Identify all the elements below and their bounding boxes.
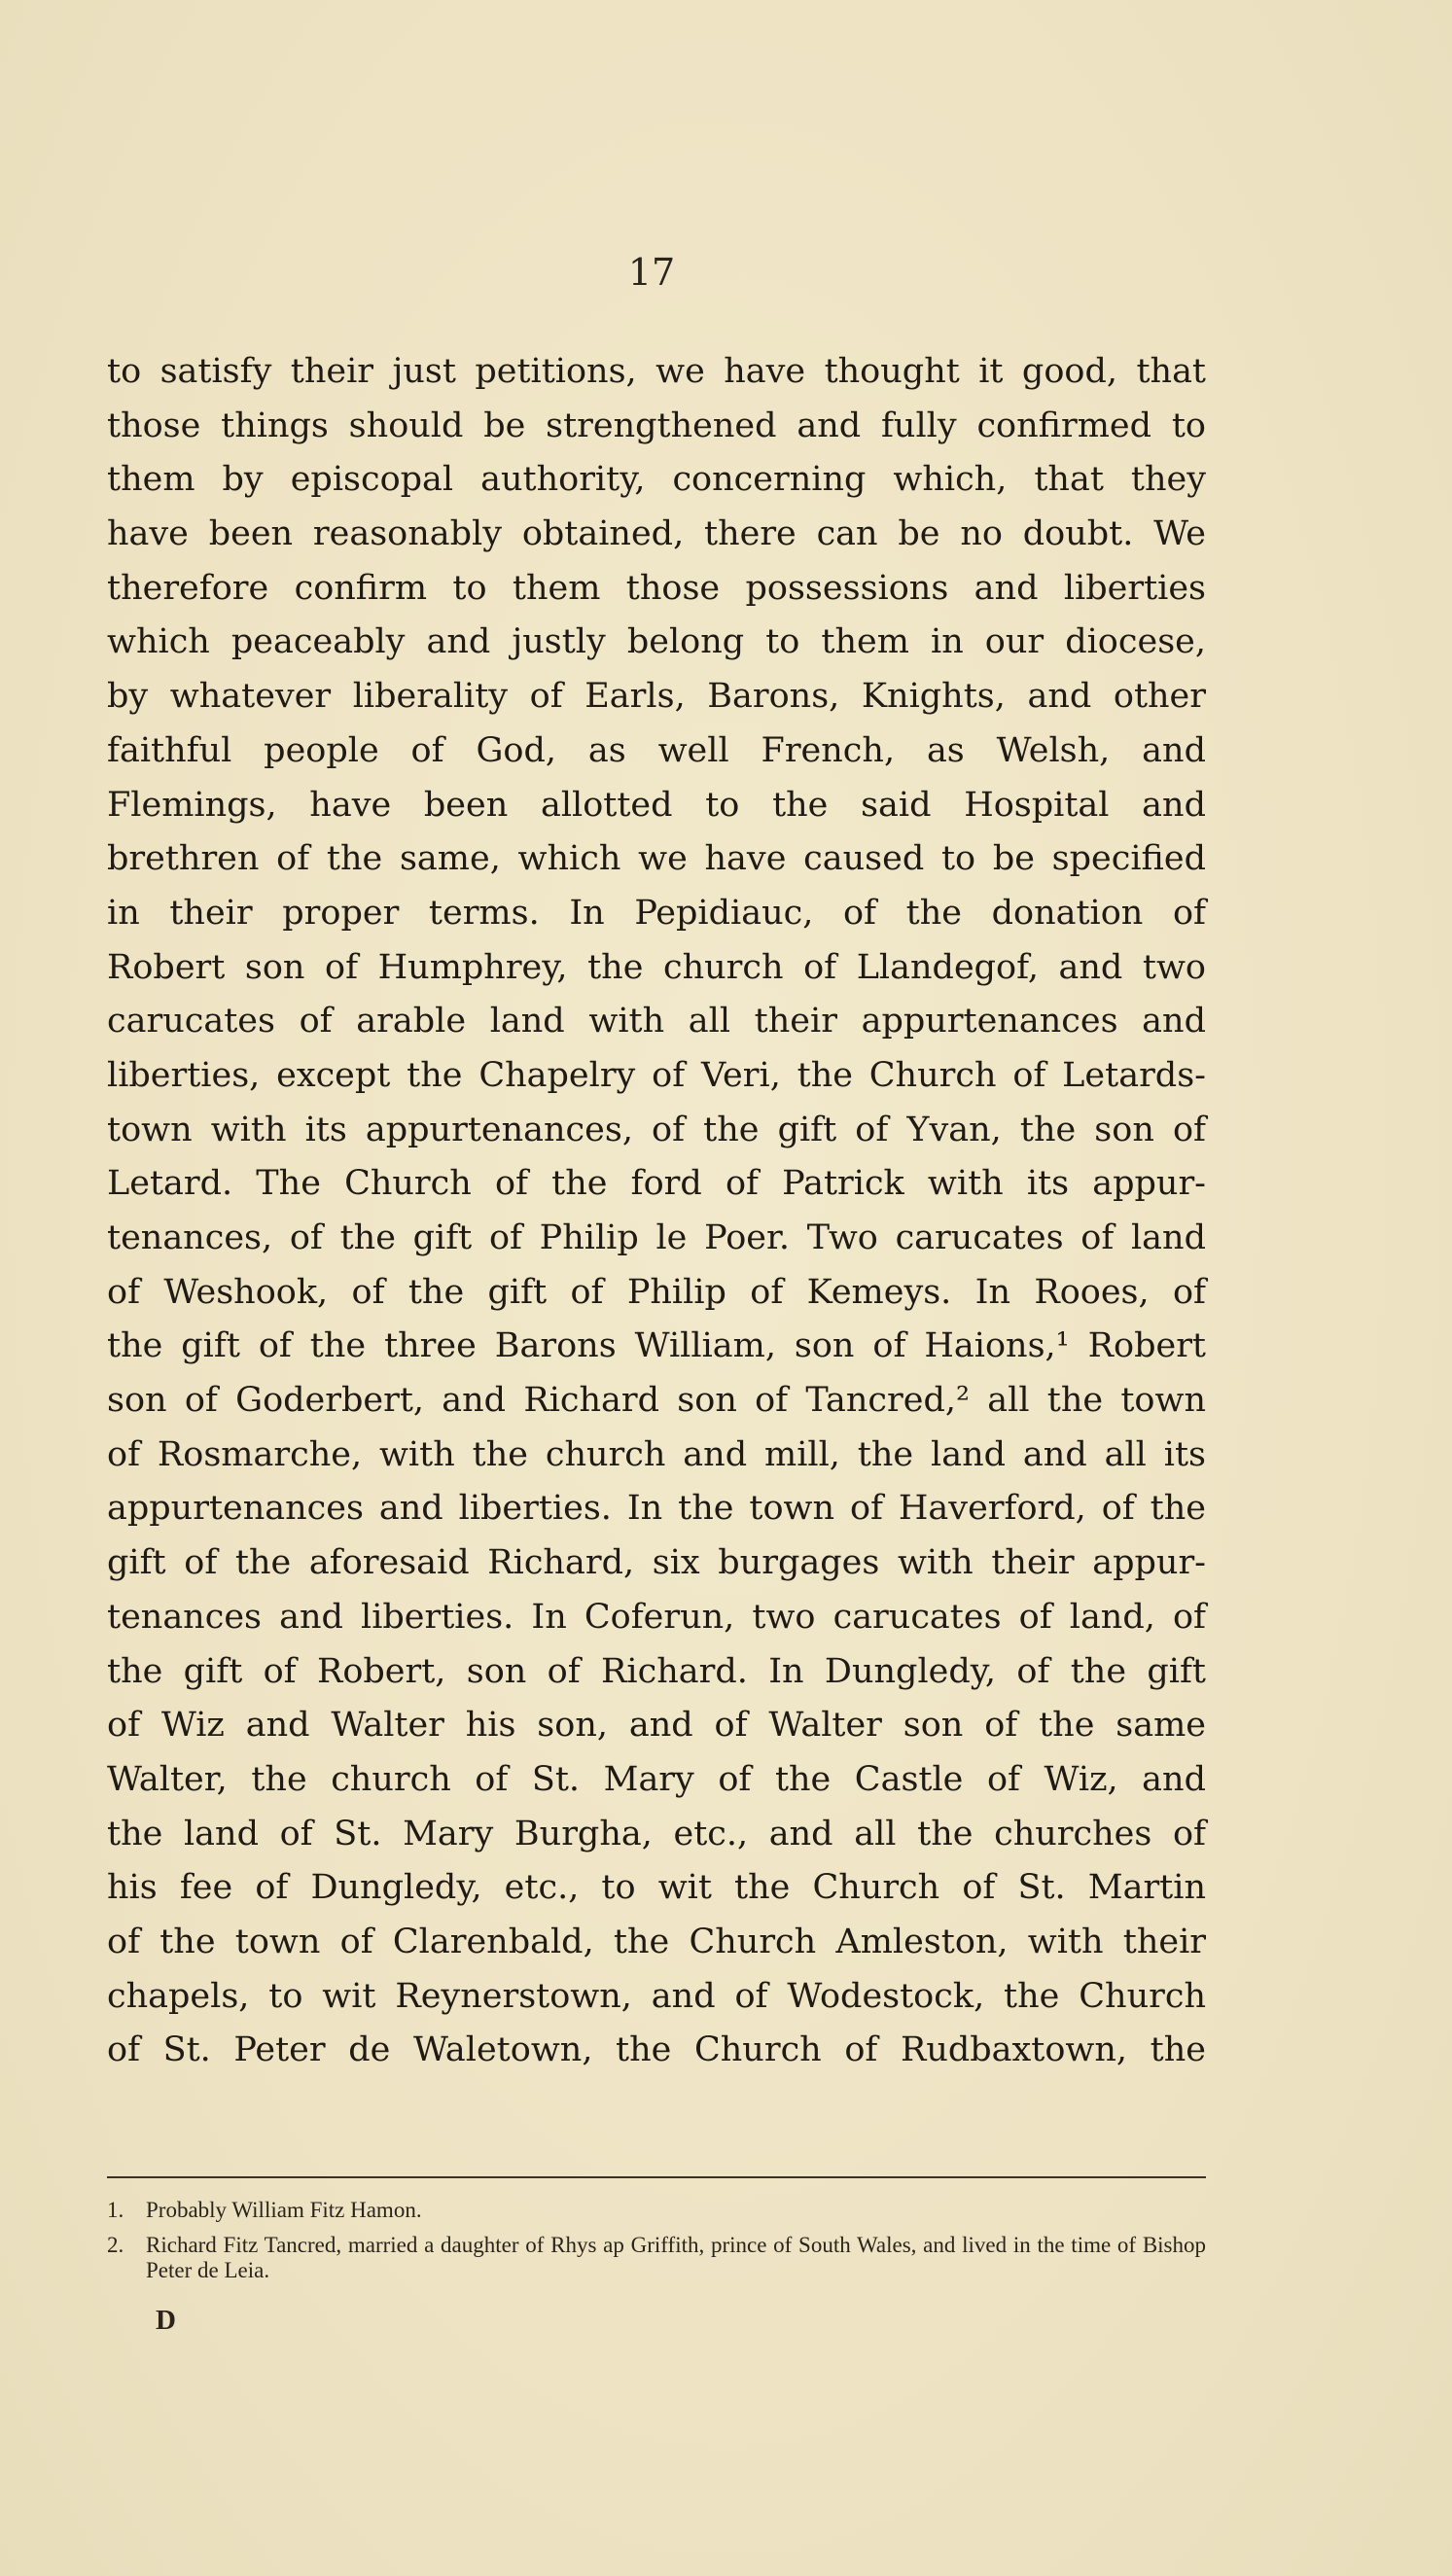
- text-line: the land of St. Mary Burgha, etc., and all the churches of: [107, 1814, 1206, 1853]
- text-line: Walter, the church of St. Mary of the Castle of Wiz, and: [107, 1759, 1206, 1799]
- signature-mark: D: [156, 2305, 176, 2336]
- text-line: of Wiz and Walter his son, and of Walter son of the same: [107, 1706, 1206, 1746]
- footnote-text: Richard Fitz Tancred, married a daughter of Rhys ap Griffith, prince of South Wales, and lived in the time of Bishop Peter de Leia.: [146, 2233, 1206, 2282]
- text-line: therefore confirm to them those possessions and liberties: [107, 568, 1206, 608]
- text-line: son of Goderbert, and Richard son of Tancred,² all the town: [107, 1381, 1206, 1421]
- text-line: in their proper terms. In Pepidiauc, of the donation of: [107, 893, 1206, 933]
- text-line: to satisfy their just petitions, we have thought it good, that: [107, 352, 1206, 391]
- text-line: gift of the aforesaid Richard, six burgages with their appur-: [107, 1543, 1206, 1583]
- text-line: town with its appurtenances, of the gift of Yvan, the son of: [107, 1110, 1206, 1149]
- text-line: his fee of Dungledy, etc., to wit the Church of St. Martin: [107, 1868, 1206, 1908]
- text-line: the gift of Robert, son of Richard. In Dungledy, of the gift: [107, 1651, 1206, 1691]
- footnote-mark: 2.: [107, 2233, 124, 2257]
- page-number: 17: [627, 251, 676, 294]
- text-line: have been reasonably obtained, there can be no doubt. We: [107, 514, 1206, 554]
- text-line: Letard. The Church of the ford of Patrick with its appur-: [107, 1164, 1206, 1204]
- text-line: which peaceably and justly belong to them in our diocese,: [107, 622, 1206, 662]
- text-line: faithful people of God, as well French, as Welsh, and: [107, 730, 1206, 770]
- text-line: liberties, except the Chapelry of Veri, the Church of Letards-: [107, 1055, 1206, 1095]
- footnote-rule: [107, 2176, 1206, 2178]
- text-line: tenances and liberties. In Coferun, two carucates of land, of: [107, 1597, 1206, 1637]
- footnote: [107, 2233, 1206, 2283]
- text-line: Flemings, have been allotted to the said Hospital and: [107, 785, 1206, 825]
- footnote: [107, 2198, 1206, 2223]
- text-line: of St. Peter de Waletown, the Church of Rudbaxtown, the: [107, 2030, 1206, 2070]
- footnote-text: Probably William Fitz Hamon.: [146, 2198, 422, 2222]
- text-line: brethren of the same, which we have caused to be specified: [107, 839, 1206, 879]
- text-line: chapels, to wit Reynerstown, and of Wodestock, the Church: [107, 1976, 1206, 2016]
- text-line: of the town of Clarenbald, the Church Amleston, with their: [107, 1922, 1206, 1961]
- footnotes: [107, 2198, 1206, 2293]
- text-line: the gift of the three Barons William, son of Haions,¹ Robert: [107, 1326, 1206, 1366]
- text-line: them by episcopal authority, concerning which, that they: [107, 460, 1206, 500]
- text-line: appurtenances and liberties. In the town of Haverford, of the: [107, 1489, 1206, 1529]
- text-line: tenances, of the gift of Philip le Poer. Two carucates of land: [107, 1218, 1206, 1257]
- footnote-mark: 1.: [107, 2198, 124, 2222]
- text-line: Robert son of Humphrey, the church of Llandegof, and two: [107, 947, 1206, 987]
- text-line: carucates of arable land with all their appurtenances and: [107, 1002, 1206, 1041]
- text-line: by whatever liberality of Earls, Barons, Knights, and other: [107, 677, 1206, 717]
- text-line: of Weshook, of the gift of Philip of Kemeys. In Rooes, of: [107, 1272, 1206, 1312]
- body-text: [107, 345, 1206, 2078]
- text-line: those things should be strengthened and fully confirmed to: [107, 406, 1206, 445]
- text-line: of Rosmarche, with the church and mill, the land and all its: [107, 1434, 1206, 1474]
